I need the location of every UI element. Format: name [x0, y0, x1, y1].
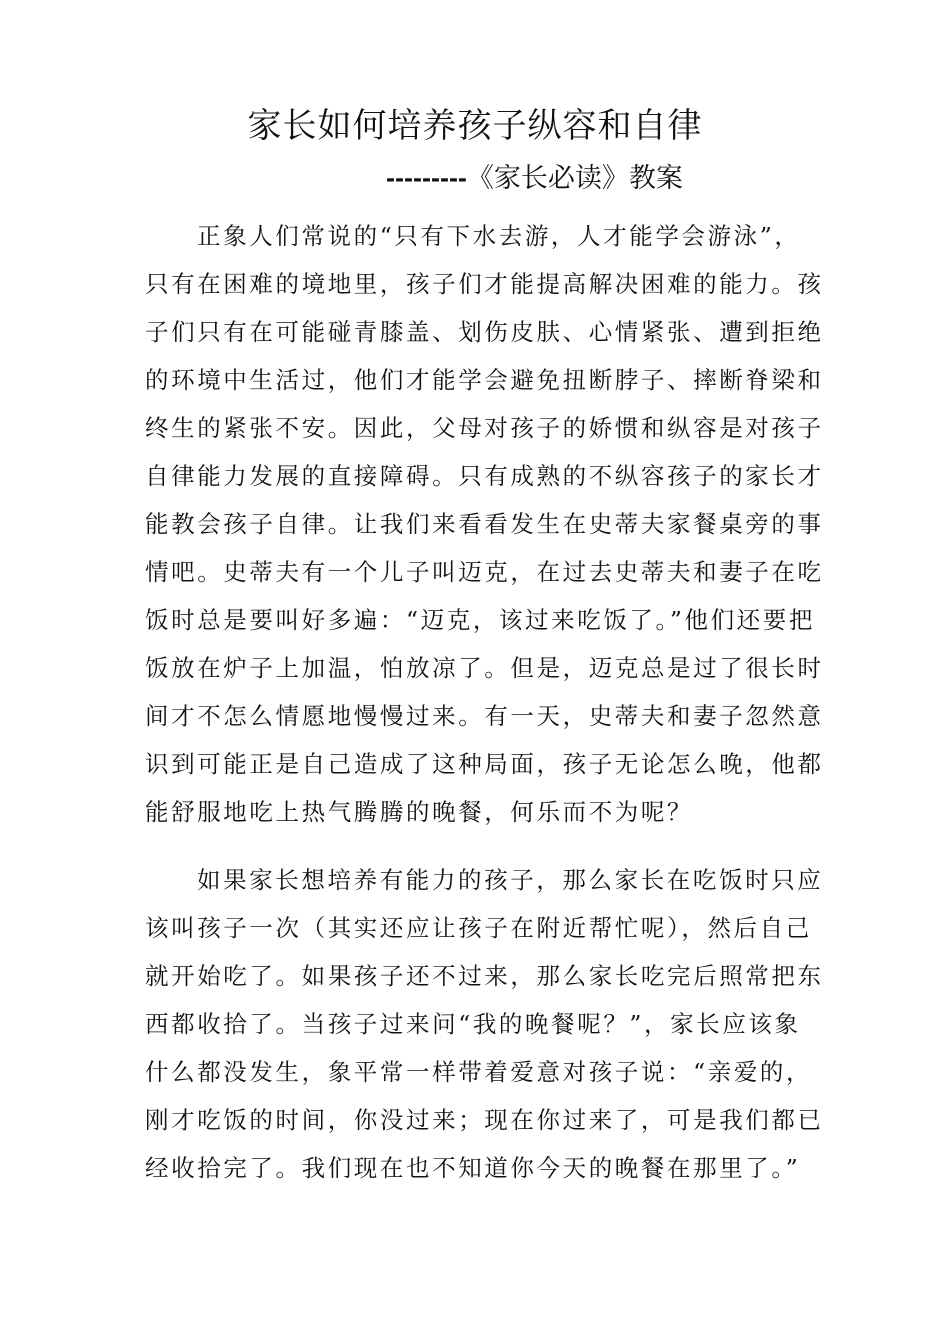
text-line: 识到可能正是自己造成了这种局面，孩子无论怎么晚，他都 [145, 750, 824, 778]
text-line: 就开始吃了。如果孩子还不过来，那么家长吃完后照常把东 [145, 962, 824, 990]
text-line: 自律能力发展的直接障碍。只有成熟的不纵容孩子的家长才 [145, 462, 824, 490]
text-line: 正象人们常说的“只有下水去游，人才能学会游泳”， [197, 222, 801, 250]
text-line: 终生的紧张不安。因此，父母对孩子的娇惯和纵容是对孩子 [145, 414, 824, 442]
text-line: 饭放在炉子上加温，怕放凉了。但是，迈克总是过了很长时 [145, 654, 824, 682]
text-line: 情吧。史蒂夫有一个儿子叫迈克，在过去史蒂夫和妻子在吃 [145, 558, 824, 586]
text-line: 什么都没发生，象平常一样带着爱意对孩子说：“亲爱的， [145, 1058, 813, 1086]
document-title: 家长如何培养孩子纵容和自律 [247, 106, 703, 146]
subtitle-dashes: --------- [386, 163, 467, 193]
paragraph-1 [145, 212, 824, 836]
text-line: 间才不怎么情愿地慢慢过来。有一天，史蒂夫和妻子忽然意 [145, 702, 824, 730]
text-line: 经收拾完了。我们现在也不知道你今天的晚餐在那里了。” [145, 1154, 801, 1182]
text-line: 该叫孩子一次（其实还应让孩子在附近帮忙呢），然后自己 [145, 914, 812, 942]
text-line: 子们只有在可能碰青膝盖、划伤皮肤、心情紧张、遭到拒绝 [145, 318, 824, 346]
paragraph-2 [145, 856, 824, 1192]
document-subtitle [386, 156, 683, 201]
text-line: 的环境中生活过，他们才能学会避免扭断脖子、摔断脊梁和 [145, 366, 824, 394]
text-line: 只有在困难的境地里，孩子们才能提高解决困难的能力。孩 [145, 270, 824, 298]
text-line: 如果家长想培养有能力的孩子，那么家长在吃饭时只应 [197, 866, 824, 894]
subtitle-text: 《家长必读》教案 [466, 163, 683, 194]
text-line: 西都收拾了。当孩子过来问“我的晚餐呢？”，家长应该象 [145, 1010, 801, 1038]
text-line: 能教会孩子自律。让我们来看看发生在史蒂夫家餐桌旁的事 [145, 510, 824, 538]
text-line: 能舒服地吃上热气腾腾的晚餐，何乐而不为呢？ [145, 798, 694, 826]
text-line: 刚才吃饭的时间，你没过来；现在你过来了，可是我们都已 [145, 1106, 824, 1134]
text-line: 饭时总是要叫好多遍：“迈克，该过来吃饭了。”他们还要把 [145, 606, 815, 634]
